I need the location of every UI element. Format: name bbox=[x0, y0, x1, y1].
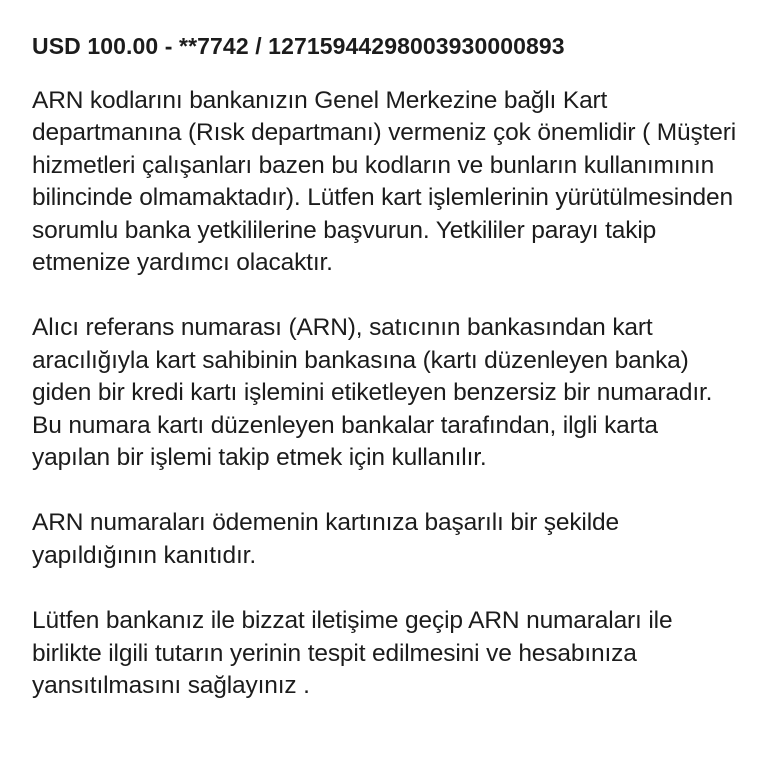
paragraph-arn-proof: ARN numaraları ödemenin kartınıza başarılı bir şekilde yapıldığının kanıtıdır. bbox=[32, 509, 619, 569]
paragraph-contact-bank: Lütfen bankanız ile bizzat iletişime geçip ARN numaraları ile birlikte ilgili tutarın yerinin tespit edilmesini ve hesabınıza yansıtılmasını sağlayınız . bbox=[32, 607, 673, 700]
paragraph-arn-definition: Alıcı referans numarası (ARN), satıcının bankasından kart aracılığıyla kart sahibinin bankasına (kartı düzenleyen banka) giden bir kredi kartı işlemini etiketleyen benzersiz bir numaradır. Bu numara kartı düzenleyen bankalar tarafından, ilgli karta yapılan bir işlemi takip etmek için kullanılır. bbox=[32, 314, 713, 472]
paragraph-arn-department: ARN kodlarını bankanızın Genel Merkezine bağlı Kart departmanına (Rısk departmanı) vermeniz çok önemlidir ( Müşteri hizmetleri çalışanları bazen bu kodların ve bunların kullanımının bilincinde olmamaktadır). Lütfen kart işlemlerinin yürütülmesinden sorumlu banka yetkililerine başvurun. Yetkililer parayı takip etmenize yardımcı olacaktır. bbox=[32, 87, 737, 277]
transaction-header: USD 100.00 - **7742 / 12715944298003930000893 bbox=[32, 33, 565, 59]
